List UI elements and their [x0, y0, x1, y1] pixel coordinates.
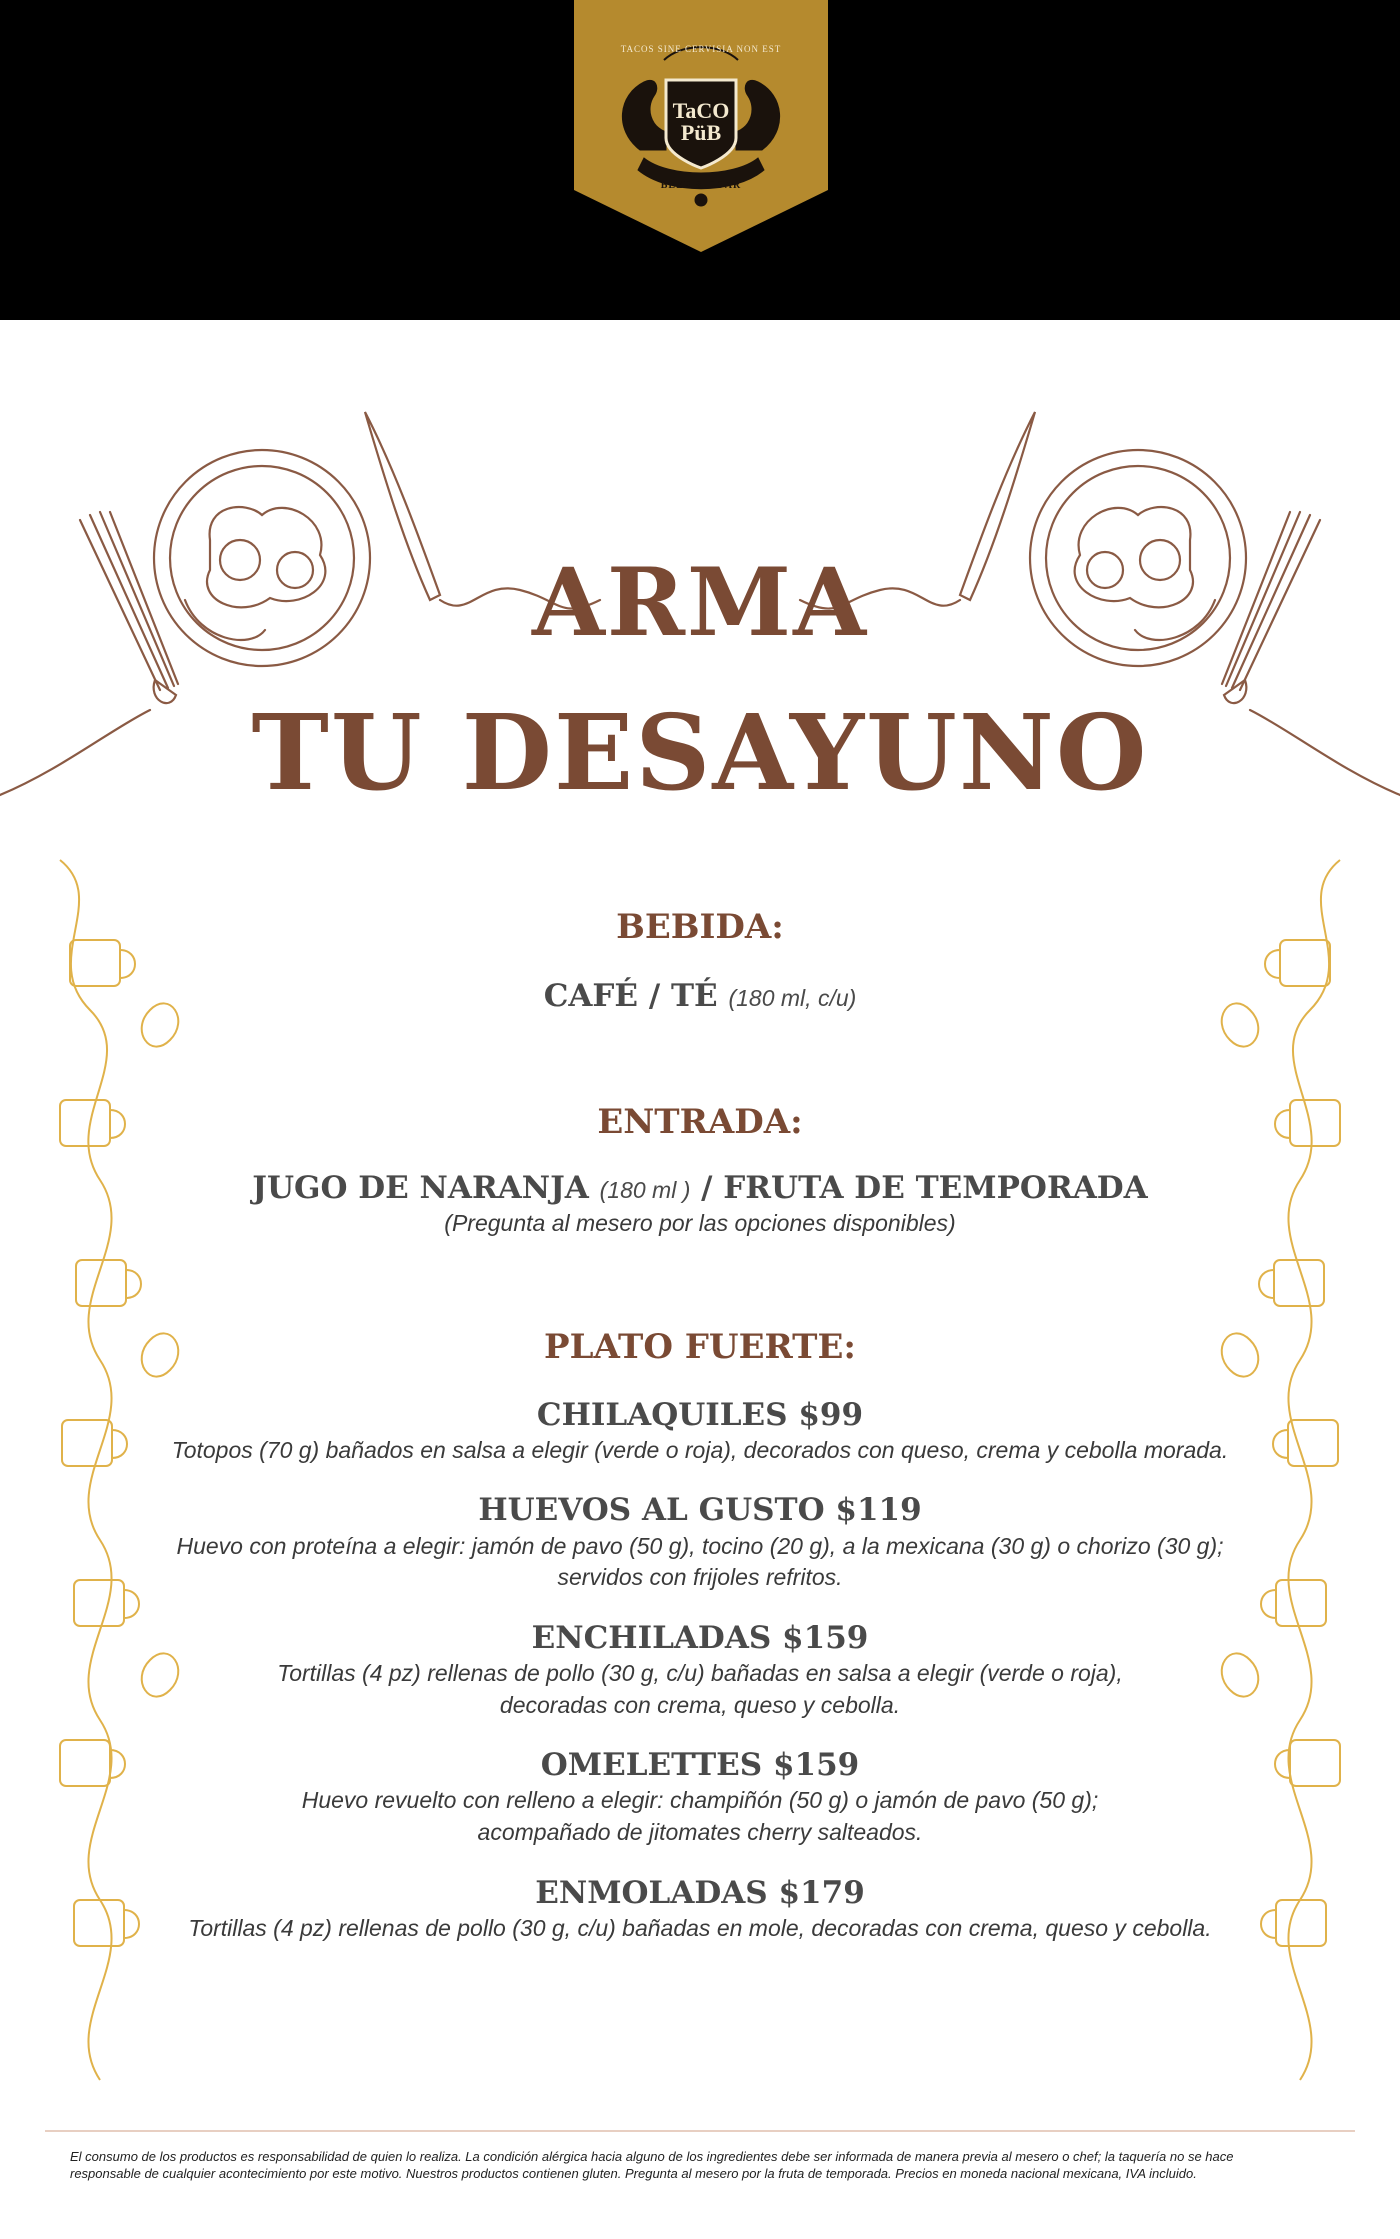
dish-name: ENCHILADAS $159 [531, 1620, 869, 1656]
section-heading-plato-fuerte: PLATO FUERTE: [544, 1327, 856, 1367]
footer-disclaimer [70, 2148, 1350, 2182]
bebida-item [0, 976, 1400, 1018]
logo-name: TaCO PüB [672, 98, 730, 145]
footer-line2: responsable de cualquier acontecimiento por este motivo. Nuestros productos contienen gluten. Pregunta al mesero por la fruta de temporada. Precios en moneda nacional mexicana, IVA incluido. [70, 2166, 1197, 2181]
footer-line1: El consumo de los productos es responsabilidad de quien lo realiza. La condición alérgica hacia alguno de los ingredientes debe ser informada de manera previa al mesero o chef; la taquería no se hace [70, 2149, 1234, 2164]
page-title-line2: TU DESAYUNO [251, 691, 1149, 814]
logo-motto: TACOS SINE CERVISIA NON EST [620, 44, 782, 54]
dish-description: servidos con frijoles refritos. [557, 1564, 843, 1590]
logo-subtitle: BEER & BOAR [660, 180, 742, 191]
dish-name: CHILAQUILES $99 [536, 1397, 864, 1433]
bebida-item-note: (180 ml, c/u) [728, 985, 857, 1011]
dish-name: HUEVOS AL GUSTO $119 [478, 1492, 922, 1528]
dish-description: decoradas con crema, queso y cebolla. [499, 1692, 901, 1718]
dish-description: acompañado de jitomates cherry salteados. [477, 1819, 923, 1845]
entrada-note: (Pregunta al mesero por las opciones disponibles) [444, 1210, 956, 1236]
dish-name: OMELETTES $159 [540, 1747, 860, 1783]
page-title-line1: ARMA [531, 548, 869, 658]
dish-description: Totopos (70 g) bañados en salsa a elegir (verde o roja), decorados con queso, crema y cebolla morada. [171, 1437, 1229, 1463]
section-heading-entrada: ENTRADA: [597, 1102, 803, 1142]
entrada-item [0, 1168, 1400, 1210]
section-heading-bebida: BEBIDA: [616, 907, 784, 947]
entrada-item-a-note: (180 ml ) [599, 1177, 691, 1203]
entrada-item-b: / FRUTA DE TEMPORADA [701, 1170, 1148, 1206]
dish-description: Huevo revuelto con relleno a elegir: champiñón (50 g) o jamón de pavo (50 g); [301, 1787, 1099, 1813]
dish-description: Huevo con proteína a elegir: jamón de pavo (50 g), tocino (20 g), a la mexicana (30 g) o chorizo (30 g); [176, 1533, 1224, 1559]
entrada-item-a: JUGO DE NARANJA [252, 1170, 589, 1206]
footer-divider [45, 2130, 1355, 2132]
dish-name: ENMOLADAS $179 [535, 1875, 865, 1911]
dish-description: Tortillas (4 pz) rellenas de pollo (30 g, c/u) bañadas en salsa a elegir (verde o roja), [277, 1660, 1123, 1686]
bebida-item-name: CAFÉ / TÉ [543, 978, 718, 1014]
dish-description: Tortillas (4 pz) rellenas de pollo (30 g, c/u) bañadas en mole, decoradas con crema, queso y cebolla. [188, 1915, 1212, 1941]
